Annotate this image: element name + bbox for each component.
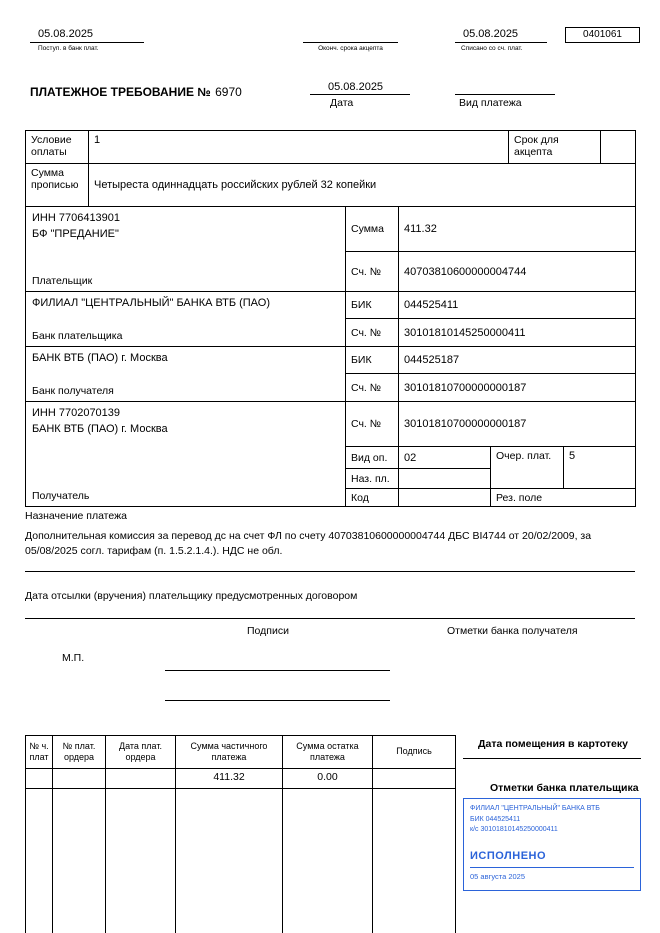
amount-words-value-cell: Четыреста одиннадцать российских рублей 32 копейки bbox=[89, 164, 636, 207]
accept-term-label-cell: Срок для акцепта bbox=[509, 131, 601, 164]
payer-cell bbox=[26, 207, 346, 292]
remainder-amount-cell: 0.00 bbox=[283, 769, 373, 789]
received-date-label: Поступ. в банк плат. bbox=[38, 45, 99, 52]
purpose-text: Дополнительная комиссия за перевод дс на счет ФЛ по счету 40703810600000004744 ДБС BI4744 от 20/02/2009, за 05/08/2025 согл. тарифам (п. 1.5.2.1.4.). НДС не обл. bbox=[25, 530, 592, 558]
condition-label-cell: Условие оплаты bbox=[26, 131, 89, 164]
col-header-order-date: Дата плат. ордера bbox=[106, 736, 176, 769]
beneficiary-cell bbox=[26, 402, 346, 507]
code-label-cell: Код bbox=[346, 489, 399, 507]
signatures-label: Подписи bbox=[247, 625, 289, 637]
beneficiary-bank-section-label: Банк получателя bbox=[32, 385, 114, 397]
bank-stamp bbox=[463, 798, 641, 891]
amount-label-cell: Сумма bbox=[346, 207, 399, 252]
stamp-corr-account: к/с 30101810145250000411 bbox=[470, 826, 558, 833]
beneficiary-bank-account-label-cell: Сч. № bbox=[346, 374, 399, 402]
payer-bank-bik-value-cell: 044525411 bbox=[399, 292, 636, 319]
table-column-filler bbox=[53, 789, 106, 933]
accept-deadline-label: Оконч. срока акцепта bbox=[318, 45, 383, 52]
doc-date: 05.08.2025 bbox=[310, 81, 410, 95]
col-header-partial-amount: Сумма частичного платежа bbox=[176, 736, 283, 769]
payer-bank-section-label: Банк плательщика bbox=[32, 330, 123, 342]
debited-date: 05.08.2025 bbox=[455, 28, 547, 43]
form-code: 0401061 bbox=[565, 27, 640, 43]
beneficiary-name: БАНК ВТБ (ПАО) г. Москва bbox=[32, 422, 168, 435]
conditions-table bbox=[25, 130, 636, 207]
mp-label: М.П. bbox=[62, 652, 85, 664]
beneficiary-bank-bik-label-cell: БИК bbox=[346, 347, 399, 374]
card-index-label: Дата помещения в картотеку bbox=[478, 738, 628, 750]
signature-line-2 bbox=[165, 686, 390, 701]
partial-amount-cell: 411.32 bbox=[176, 769, 283, 789]
doc-title-row bbox=[30, 83, 242, 101]
op-type-value-cell: 02 bbox=[399, 447, 491, 469]
col-header-signature: Подпись bbox=[373, 736, 456, 769]
stamp-bik: БИК 044525411 bbox=[470, 815, 521, 823]
table-column-filler bbox=[176, 789, 283, 933]
doc-date-field bbox=[310, 81, 410, 109]
table-column-filler bbox=[373, 789, 456, 933]
code-value-cell bbox=[399, 489, 491, 507]
table-column-filler bbox=[26, 789, 53, 933]
table-row-cell bbox=[26, 769, 53, 789]
beneficiary-bank-bik-value-cell: 044525187 bbox=[399, 347, 636, 374]
card-index-line bbox=[463, 745, 641, 759]
signature-line-1 bbox=[165, 656, 390, 671]
beneficiary-bank-cell bbox=[26, 347, 346, 402]
table-row-cell bbox=[106, 769, 176, 789]
amount-value-cell: 411.32 bbox=[399, 207, 636, 252]
payer-bank-bik-label-cell: БИК bbox=[346, 292, 399, 319]
received-date: 05.08.2025 bbox=[30, 28, 144, 43]
payer-name: БФ "ПРЕДАНИЕ" bbox=[32, 227, 119, 240]
purpose-code-label-cell: Наз. пл. bbox=[346, 469, 399, 489]
doc-title: ПЛАТЕЖНОЕ ТРЕБОВАНИЕ № bbox=[30, 85, 211, 99]
debited-date-field bbox=[455, 28, 547, 52]
op-type-label-cell: Вид оп. bbox=[346, 447, 399, 469]
payer-bank-name: ФИЛИАЛ "ЦЕНТРАЛЬНЫЙ" БАНКА ВТБ (ПАО) bbox=[32, 297, 270, 309]
payment-type-line bbox=[455, 81, 555, 95]
payer-bank-account-value-cell: 30101810145250000411 bbox=[399, 319, 636, 347]
col-header-remainder-amount: Сумма остатка платежа bbox=[283, 736, 373, 769]
debited-date-label: Списано со сч. плат. bbox=[461, 45, 523, 52]
purpose-label: Назначение платежа bbox=[25, 510, 127, 522]
payment-type-label: Вид платежа bbox=[459, 97, 522, 109]
table-column-filler bbox=[283, 789, 373, 933]
beneficiary-account-value-cell: 30101810700000000187 bbox=[399, 402, 636, 447]
payer-bank-marks-label: Отметки банка плательщика bbox=[490, 782, 639, 794]
payer-section-label: Плательщик bbox=[32, 275, 93, 287]
condition-value-cell: 1 bbox=[89, 131, 509, 164]
table-row-cell bbox=[373, 769, 456, 789]
stamp-divider bbox=[470, 867, 634, 868]
accept-term-value-cell bbox=[601, 131, 636, 164]
payer-bank-account-label-cell: Сч. № bbox=[346, 319, 399, 347]
beneficiary-account-label-cell: Сч. № bbox=[346, 402, 399, 447]
accept-deadline-line bbox=[303, 28, 398, 43]
col-header-order-number: № плат. ордера bbox=[53, 736, 106, 769]
payer-bank-cell bbox=[26, 292, 346, 347]
stamp-status: ИСПОЛНЕНО bbox=[470, 849, 547, 862]
stamp-date: 05 августа 2025 bbox=[470, 871, 526, 881]
send-date-note: Дата отсылки (вручения) плательщику предусмотренных договором bbox=[25, 590, 358, 602]
payer-account-value-cell: 40703810600000004744 bbox=[399, 252, 636, 292]
payment-type-field bbox=[455, 81, 555, 109]
beneficiary-bank-account-value-cell: 30101810700000000187 bbox=[399, 374, 636, 402]
doc-date-label: Дата bbox=[330, 97, 354, 109]
table-row-cell bbox=[53, 769, 106, 789]
amount-words-label-cell: Сумма прописью bbox=[26, 164, 89, 207]
table-column-filler bbox=[106, 789, 176, 933]
col-header-part-number: № ч. плат bbox=[26, 736, 53, 769]
received-date-field bbox=[30, 28, 144, 52]
beneficiary-inn: ИНН 7702070139 bbox=[32, 407, 121, 419]
purpose-code-value-cell bbox=[399, 469, 491, 489]
payer-inn: ИНН 7706413901 bbox=[32, 212, 121, 224]
beneficiary-bank-marks-label: Отметки банка получателя bbox=[447, 625, 578, 637]
beneficiary-section-label: Получатель bbox=[32, 490, 90, 502]
doc-number: 6970 bbox=[215, 85, 242, 99]
beneficiary-bank-name: БАНК ВТБ (ПАО) г. Москва bbox=[32, 352, 168, 364]
priority-value-cell: 5 bbox=[564, 447, 636, 489]
payer-account-label-cell: Сч. № bbox=[346, 252, 399, 292]
stamp-bank-name: ФИЛИАЛ "ЦЕНТРАЛЬНЫЙ" БАНКА ВТБ bbox=[470, 805, 600, 812]
purpose-section bbox=[25, 507, 635, 572]
reserve-field-cell: Рез. поле bbox=[491, 489, 636, 507]
priority-label-cell: Очер. плат. bbox=[491, 447, 564, 489]
requisites-table bbox=[25, 207, 636, 507]
partial-payments-table bbox=[25, 735, 456, 933]
signatures-divider bbox=[25, 618, 635, 619]
accept-deadline-field bbox=[303, 28, 398, 52]
